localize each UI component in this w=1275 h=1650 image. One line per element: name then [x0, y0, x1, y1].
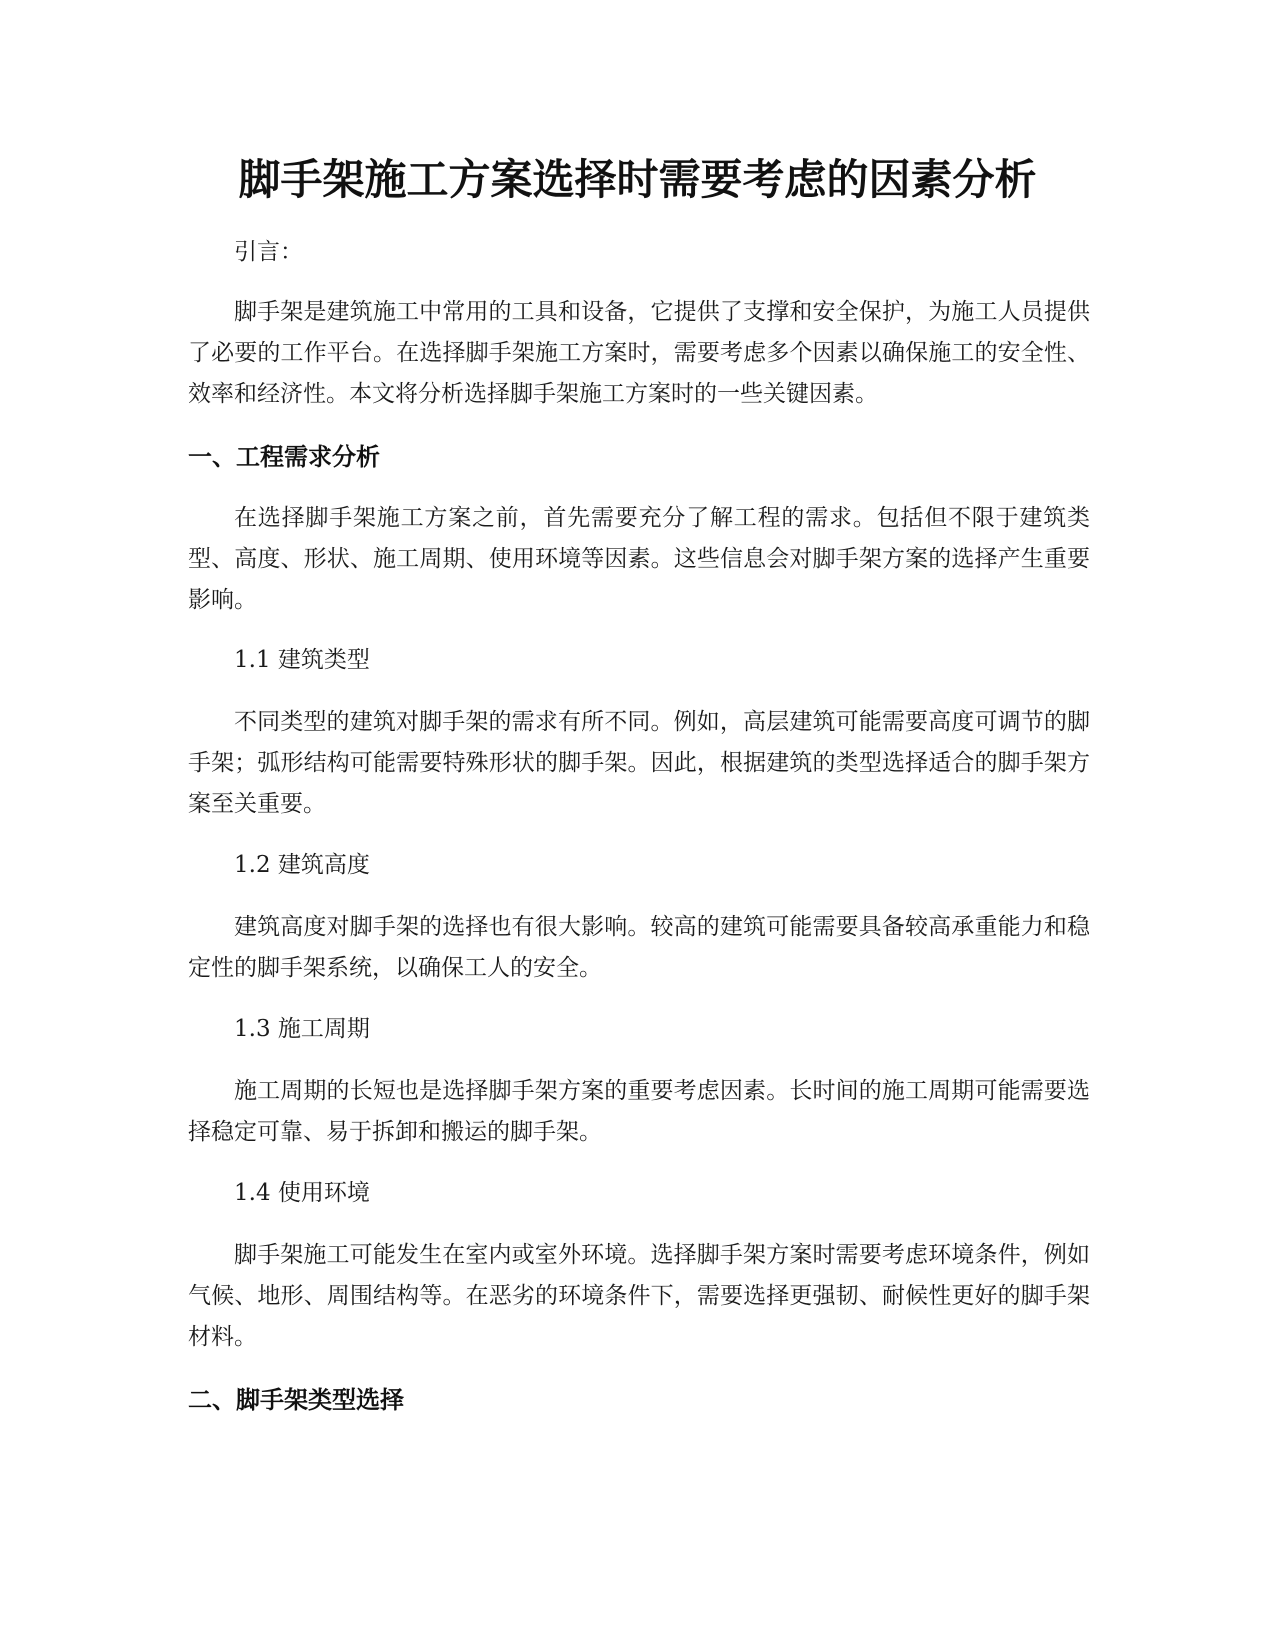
subsection-1-3-label: 1.3 施工周期 [234, 1016, 370, 1042]
subsection-1-1-paragraph: 不同类型的建筑对脚手架的需求有所不同。例如，高层建筑可能需要高度可调节的脚手架；弧形结构可能需要特殊形状的脚手架。因此，根据建筑的类型选择适合的脚手架方案至关重要。 [188, 709, 1090, 817]
subsection-1-4-paragraph: 脚手架施工可能发生在室内或室外环境。选择脚手架方案时需要考虑环境条件，例如气候、地形、周围结构等。在恶劣的环境条件下，需要选择更强韧、耐候性更好的脚手架材料。 [188, 1242, 1090, 1350]
subsection-1-2-label: 1.2 建筑高度 [234, 852, 370, 878]
section-1-heading: 一、工程需求分析 [188, 443, 380, 471]
section-1-paragraph: 在选择脚手架施工方案之前，首先需要充分了解工程的需求。包括但不限于建筑类型、高度、形状、施工周期、使用环境等因素。这些信息会对脚手架方案的选择产生重要影响。 [188, 505, 1090, 613]
document-title: 脚手架施工方案选择时需要考虑的因素分析 [238, 155, 1037, 204]
intro-label: 引言： [234, 239, 303, 265]
subsection-1-3-paragraph: 施工周期的长短也是选择脚手架方案的重要考虑因素。长时间的施工周期可能需要选择稳定可靠、易于拆卸和搬运的脚手架。 [188, 1078, 1090, 1145]
section-2-heading: 二、脚手架类型选择 [188, 1386, 404, 1414]
intro-paragraph: 脚手架是建筑施工中常用的工具和设备，它提供了支撑和安全保护，为施工人员提供了必要的工作平台。在选择脚手架施工方案时，需要考虑多个因素以确保施工的安全性、效率和经济性。本文将分析选择脚手架施工方案时的一些关键因素。 [188, 299, 1090, 407]
subsection-1-1-label: 1.1 建筑类型 [234, 647, 370, 673]
subsection-1-2-paragraph: 建筑高度对脚手架的选择也有很大影响。较高的建筑可能需要具备较高承重能力和稳定性的脚手架系统，以确保工人的安全。 [188, 914, 1090, 981]
subsection-1-4-label: 1.4 使用环境 [234, 1180, 370, 1206]
